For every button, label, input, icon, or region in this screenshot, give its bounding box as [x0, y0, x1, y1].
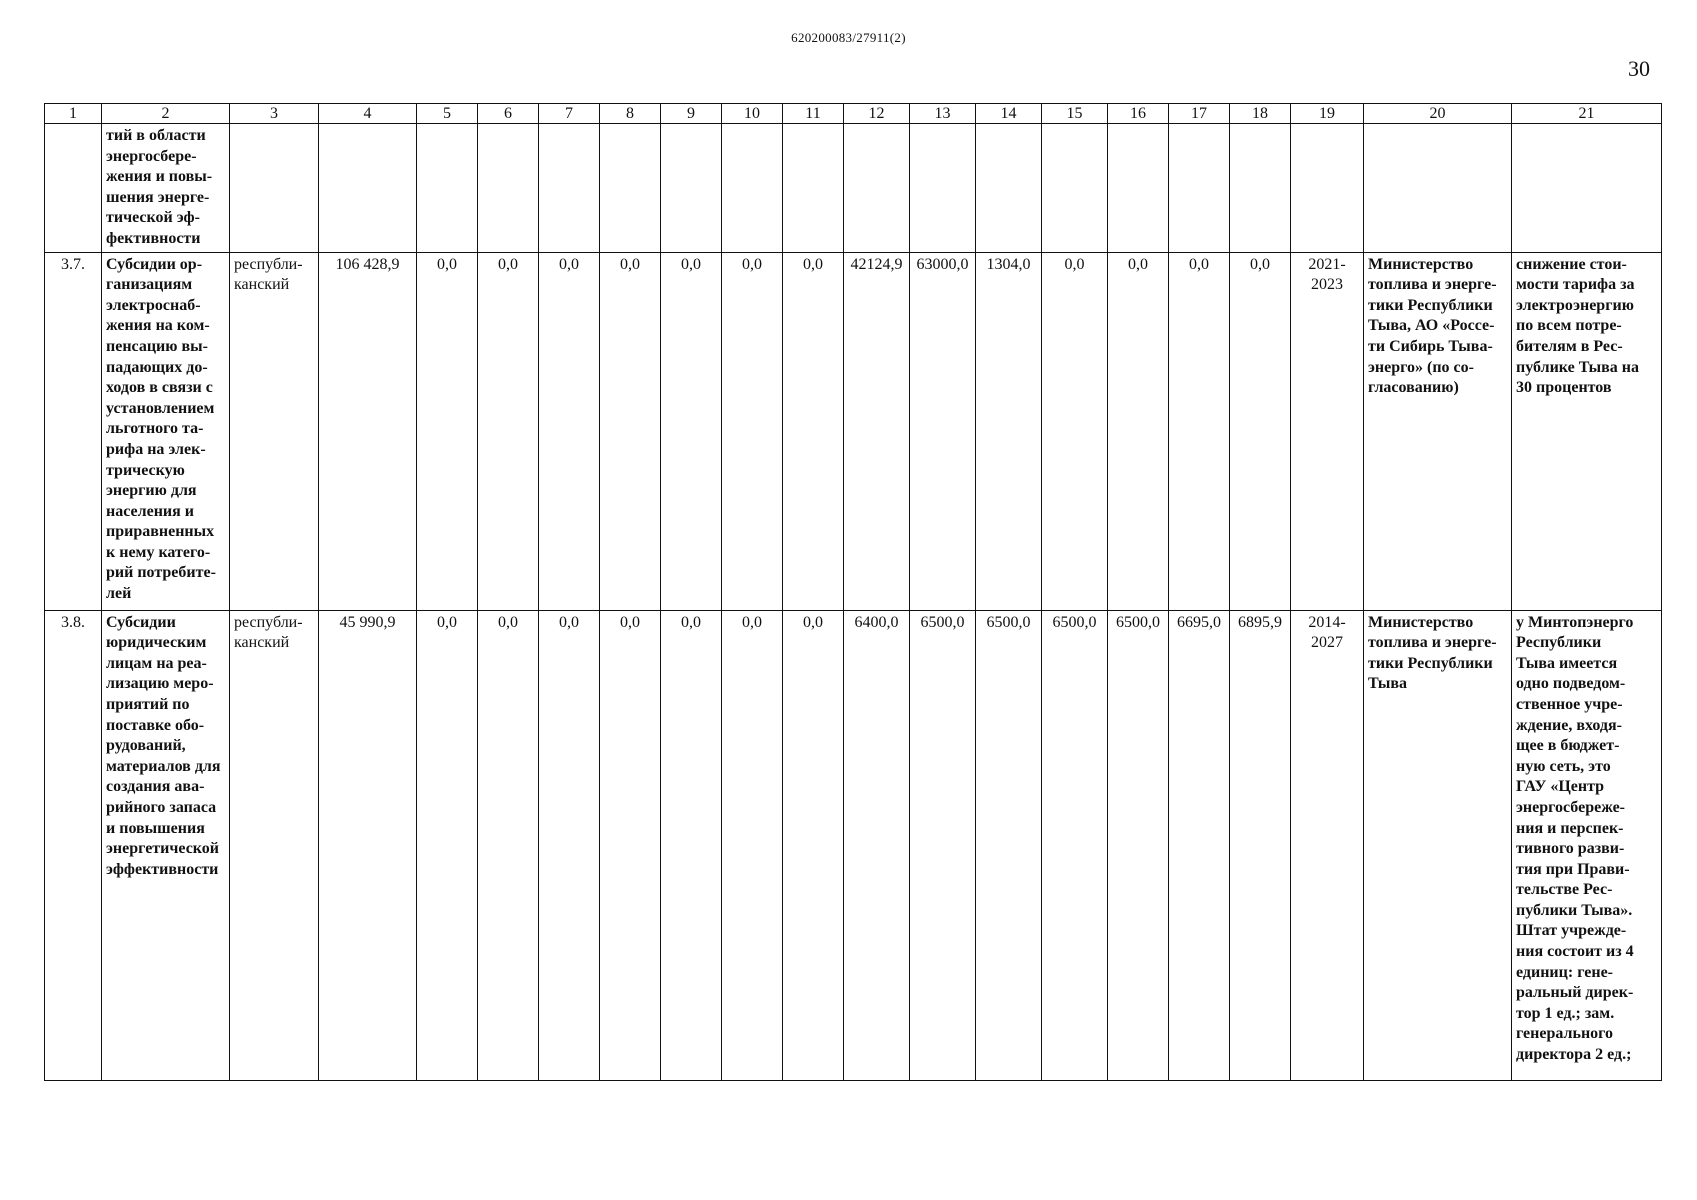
column-number: 4	[319, 104, 417, 124]
year-value	[1042, 124, 1108, 253]
column-number: 8	[600, 104, 661, 124]
page-number: 30	[1628, 56, 1650, 81]
expected-result: у Минтопэнерго Республики Тыва имеется одно подведом- ственное учре- ждение, входя- щее в бюджет- ную сеть, это ГАУ «Центр энергосбереже- ния и перспек- тивного разви- тия при Прави- тельстве Рес- публики Тыва». Штат учрежде- ния состоит из 4 единиц: гене- ральный дирек- тор 1 ед.; зам. генерального директора 2 ед.;	[1512, 610, 1662, 1080]
year-value	[1169, 124, 1230, 253]
measure-name: Субсидии юридическим лицам на реа- лизацию меро- приятий по поставке обо- рудований, материалов для создания ава- рийного запаса и повышения энергетической эффективности	[102, 610, 230, 1080]
year-value	[417, 124, 478, 253]
expected-result: снижение стои- мости тарифа за электроэнергию по всем потре- бителям в Рес- публике Тыва на 30 процентов	[1512, 252, 1662, 610]
year-value: 0,0	[783, 252, 844, 610]
year-value: 0,0	[1169, 252, 1230, 610]
year-value: 6500,0	[1042, 610, 1108, 1080]
year-value	[783, 124, 844, 253]
row-number	[45, 124, 102, 253]
implementation-period: 2021- 2023	[1291, 252, 1364, 610]
year-value	[976, 124, 1042, 253]
year-value	[910, 124, 976, 253]
total-amount: 106 428,9	[319, 252, 417, 610]
year-value: 0,0	[1042, 252, 1108, 610]
year-value: 63000,0	[910, 252, 976, 610]
total-amount: 45 990,9	[319, 610, 417, 1080]
column-number-row	[45, 104, 1662, 124]
funding-source: республи- канский	[230, 610, 319, 1080]
column-number: 16	[1108, 104, 1169, 124]
year-value	[722, 124, 783, 253]
expected-result	[1512, 124, 1662, 253]
column-number: 14	[976, 104, 1042, 124]
measure-name: тий в области энергосбере- жения и повы- шения энерге- тической эф- фективности	[102, 124, 230, 253]
column-number: 20	[1364, 104, 1512, 124]
year-value: 6695,0	[1169, 610, 1230, 1080]
column-number: 7	[539, 104, 600, 124]
year-value: 0,0	[478, 610, 539, 1080]
year-value: 1304,0	[976, 252, 1042, 610]
column-number: 21	[1512, 104, 1662, 124]
table-row	[45, 610, 1662, 1080]
column-number: 11	[783, 104, 844, 124]
year-value: 0,0	[539, 252, 600, 610]
year-value: 0,0	[417, 610, 478, 1080]
row-number: 3.7.	[45, 252, 102, 610]
year-value	[539, 124, 600, 253]
year-value	[478, 124, 539, 253]
column-number: 12	[844, 104, 910, 124]
year-value: 0,0	[600, 610, 661, 1080]
year-value: 6400,0	[844, 610, 910, 1080]
year-value	[844, 124, 910, 253]
year-value: 6895,9	[1230, 610, 1291, 1080]
column-number: 13	[910, 104, 976, 124]
table-row	[45, 124, 1662, 253]
program-table	[44, 103, 1662, 1081]
year-value: 0,0	[1108, 252, 1169, 610]
year-value: 0,0	[722, 252, 783, 610]
column-number: 17	[1169, 104, 1230, 124]
year-value: 0,0	[478, 252, 539, 610]
column-number: 2	[102, 104, 230, 124]
measure-name: Субсидии ор- ганизациям электроснаб- жения на ком- пенсацию вы- падающих до- ходов в связи с установлением льготного та- рифа на элек- трическую энергию для населения и приравненных к нему катего- рий потребите- лей	[102, 252, 230, 610]
column-number: 5	[417, 104, 478, 124]
column-number: 19	[1291, 104, 1364, 124]
year-value: 0,0	[722, 610, 783, 1080]
implementation-period	[1291, 124, 1364, 253]
year-value	[661, 124, 722, 253]
year-value: 6500,0	[976, 610, 1042, 1080]
responsible-executor: Министерство топлива и энерге- тики Республики Тыва	[1364, 610, 1512, 1080]
total-amount	[319, 124, 417, 253]
year-value: 6500,0	[910, 610, 976, 1080]
column-number: 18	[1230, 104, 1291, 124]
column-number: 15	[1042, 104, 1108, 124]
column-number: 1	[45, 104, 102, 124]
funding-source	[230, 124, 319, 253]
year-value	[1230, 124, 1291, 253]
document-id: 620200083/27911(2)	[791, 30, 906, 45]
responsible-executor	[1364, 124, 1512, 253]
year-value: 0,0	[783, 610, 844, 1080]
year-value: 0,0	[539, 610, 600, 1080]
year-value: 0,0	[1230, 252, 1291, 610]
column-number: 10	[722, 104, 783, 124]
row-number: 3.8.	[45, 610, 102, 1080]
responsible-executor: Министерство топлива и энерге- тики Республики Тыва, АО «Россе- ти Сибирь Тыва- энерго» (по со- гласованию)	[1364, 252, 1512, 610]
year-value: 0,0	[661, 252, 722, 610]
year-value: 0,0	[600, 252, 661, 610]
year-value: 0,0	[661, 610, 722, 1080]
column-number: 9	[661, 104, 722, 124]
funding-source: республи- канский	[230, 252, 319, 610]
table-row	[45, 252, 1662, 610]
year-value	[600, 124, 661, 253]
implementation-period: 2014- 2027	[1291, 610, 1364, 1080]
column-number: 3	[230, 104, 319, 124]
year-value	[1108, 124, 1169, 253]
year-value: 0,0	[417, 252, 478, 610]
year-value: 42124,9	[844, 252, 910, 610]
year-value: 6500,0	[1108, 610, 1169, 1080]
column-number: 6	[478, 104, 539, 124]
